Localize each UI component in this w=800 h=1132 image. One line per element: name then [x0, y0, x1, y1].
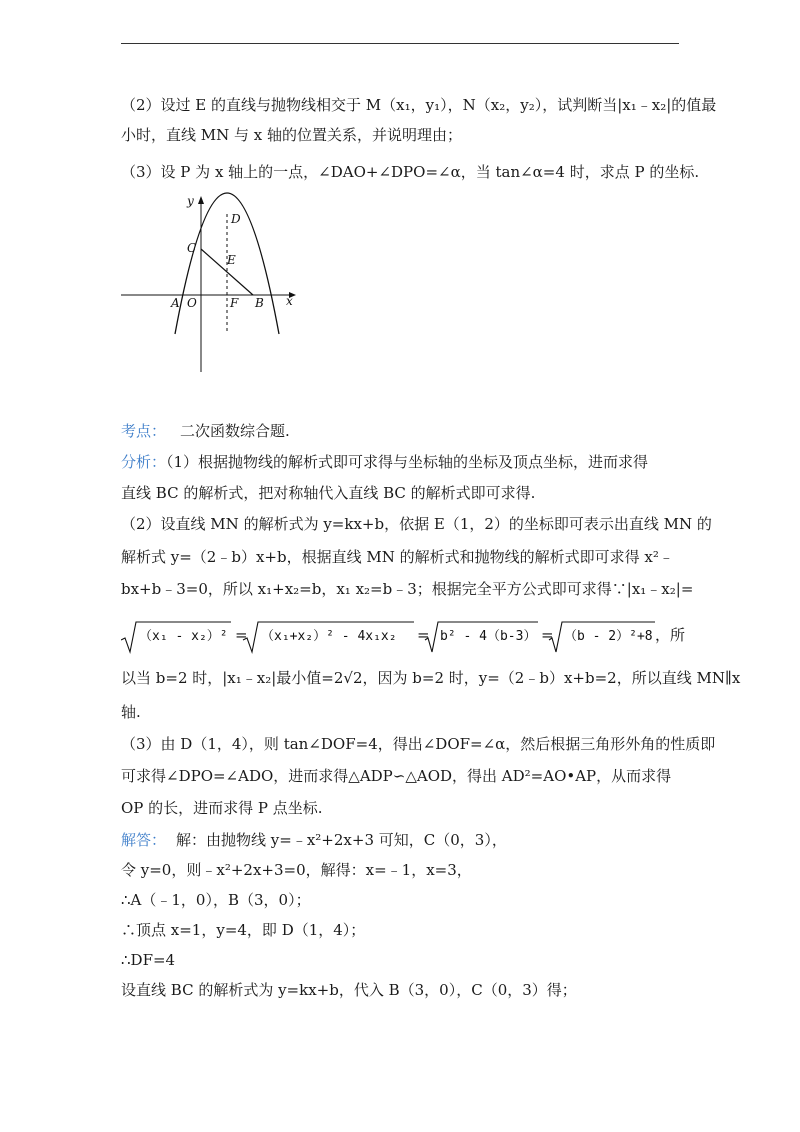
label-c: C — [187, 241, 197, 255]
jieda-line-5: ∴DF=4 — [121, 951, 176, 969]
fenxi-line-10: OP 的长，进而求得 P 点坐标. — [121, 799, 323, 817]
parabola-figure — [121, 192, 301, 374]
jieda-line-1: 解答： 解：由抛物线 y=﹣x²+2x+3 可知，C（0，3）， — [121, 831, 507, 849]
label-e: E — [227, 253, 236, 267]
radicand-3: b² - 4（b-3） — [440, 629, 537, 644]
equals-3: = — [541, 626, 554, 644]
label-x: x — [286, 294, 293, 308]
fenxi-line-3: （2）设直线 MN 的解析式为 y=kx+b，依据 E（1，2）的坐标即可表示出直线 MN 的 — [121, 515, 712, 533]
radicand-2: （x₁+x₂）² - 4x₁x₂ — [261, 629, 397, 644]
label-d: D — [231, 212, 241, 226]
sqrt-equation — [121, 616, 691, 656]
equals-1: = — [235, 626, 248, 644]
fenxi-line-7: 轴. — [121, 703, 141, 721]
y-axis-arrow — [198, 196, 204, 204]
fenxi-line-5: bx+b﹣3=0，所以 x₁+x₂=b，x₁ x₂=b﹣3；根据完全平方公式即可求得∵|x₁﹣x₂|= — [121, 580, 694, 598]
q2-line-1: （2）设过 E 的直线与抛物线相交于 M（x₁，y₁），N（x₂，y₂），试判断当|x₁﹣x₂|的值最 — [121, 96, 717, 114]
label-a: A — [171, 296, 180, 310]
fenxi-line-9: 可求得∠DPO=∠ADO，进而求得△ADP∽△AOD，得出 AD²=AO•AP，从而求得 — [121, 767, 672, 785]
radicand-4: （b - 2）²+8 — [564, 629, 653, 644]
fenxi-line-2: 直线 BC 的解析式，把对称轴代入直线 BC 的解析式即可求得. — [121, 484, 536, 502]
label-b: B — [255, 296, 264, 310]
q3-line: （3）设 P 为 x 轴上的一点，∠DAO+∠DPO=∠α，当 tan∠α=4 时，求点 P 的坐标. — [121, 163, 700, 181]
label-y: y — [187, 194, 194, 208]
jieda-line-2: 令 y=0，则﹣x²+2x+3=0，解得：x=﹣1，x=3， — [121, 861, 472, 879]
label-f: F — [230, 296, 239, 310]
fenxi-line-8: （3）由 D（1，4），则 tan∠DOF=4，得出∠DOF=∠α，然后根据三角形外角的性质即 — [121, 735, 716, 753]
header-rule — [121, 43, 679, 44]
fenxi-line-6: 以当 b=2 时，|x₁﹣x₂|最小值=2√2，因为 b=2 时，y=（2﹣b）x+b=2，所以直线 MN∥x — [121, 669, 741, 687]
tail-text: ，所 — [655, 626, 686, 644]
label-o: O — [187, 296, 197, 310]
jieda-label: 解答： — [121, 831, 167, 849]
fenxi-label: 分析： — [121, 453, 167, 471]
q2-line-2: 小时，直线 MN 与 x 轴的位置关系，并说明理由； — [121, 126, 463, 144]
jieda-line-6: 设直线 BC 的解析式为 y=kx+b，代入 B（3，0），C（0，3）得； — [121, 981, 577, 999]
radicand-1: （x₁ - x₂）² — [139, 629, 228, 644]
fenxi-line-1: 分析：（1）根据抛物线的解析式即可求得与坐标轴的坐标及顶点坐标，进而求得 — [121, 453, 649, 471]
equals-2: = — [417, 626, 430, 644]
kaodian-label: 考点： — [121, 422, 167, 440]
fenxi-line-4: 解析式 y=（2﹣b）x+b，根据直线 MN 的解析式和抛物线的解析式即可求得 x²﹣ — [121, 548, 674, 566]
kaodian-line — [121, 420, 290, 442]
kaodian-text: 二次函数综合题. — [180, 422, 290, 440]
jieda-line-3: ∴A（﹣1，0），B（3，0）； — [121, 891, 311, 909]
jieda-line-4: ∴顶点 x=1，y=4，即 D（1，4）； — [121, 921, 366, 939]
